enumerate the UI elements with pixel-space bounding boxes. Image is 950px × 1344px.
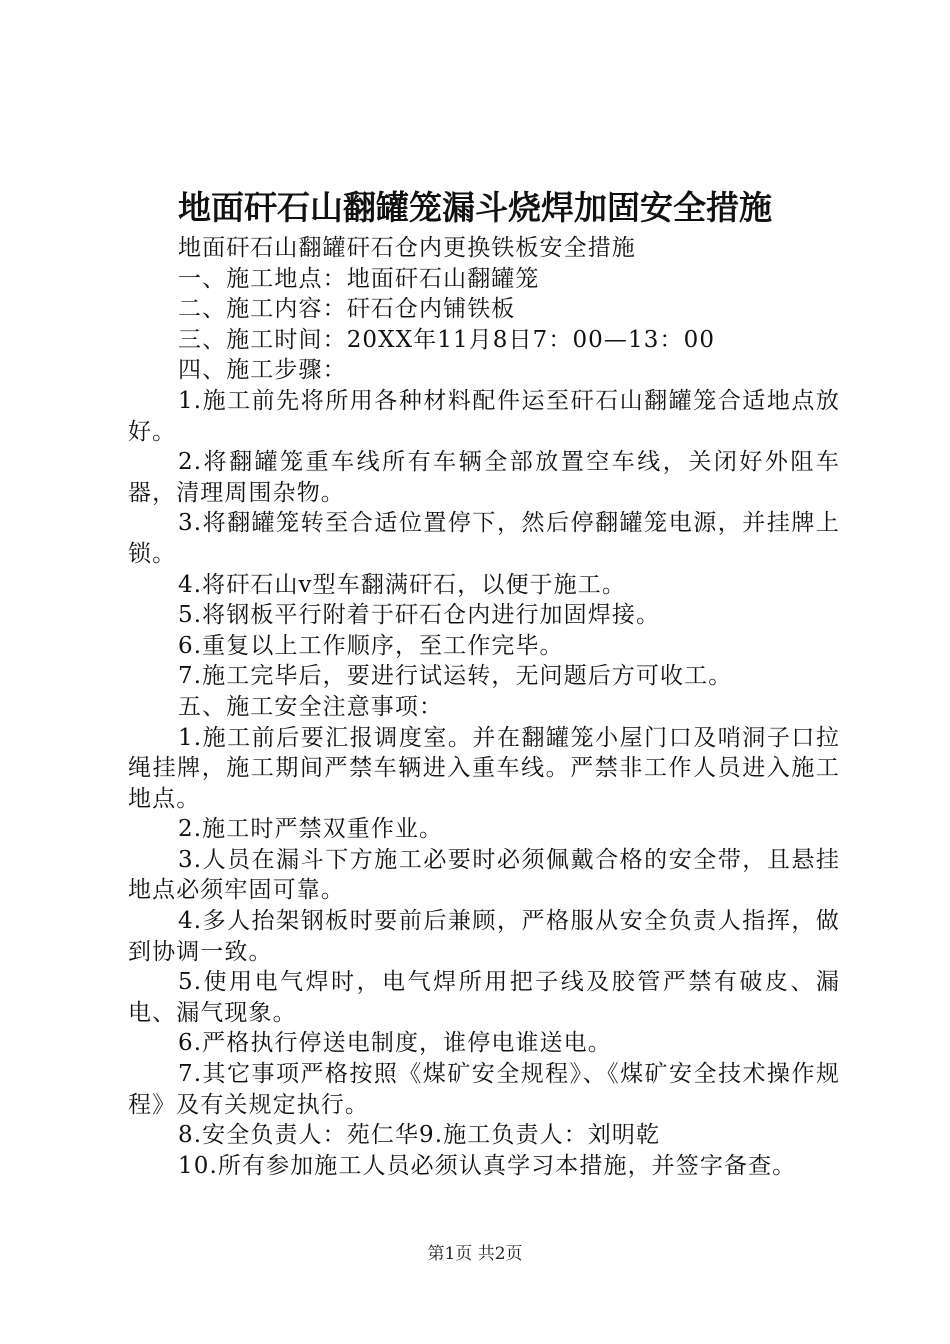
paragraph-heading: 地面矸石山翻罐矸石仓内更换铁板安全措施 [178,235,636,261]
paragraph-content: 二、施工内容：矸石仓内铺铁板 [178,296,516,323]
step-item: 5.将钢板平行附着于矸石仓内进行加固焊接。 [178,602,661,629]
safety-item: 3.人员在漏斗下方施工必要时必须佩戴合格的安全带，且悬挂地点必须牢固可靠。 [128,846,840,904]
safety-item: 5.使用电气焊时，电气焊所用把子线及胶管严禁有破皮、漏电、漏气现象。 [128,969,840,1026]
paragraph-steps-heading: 四、施工步骤： [178,357,347,384]
safety-item: 7.其它事项严格按照《煤矿安全规程》、《煤矿安全技术操作规程》及有关规定执行。 [128,1061,840,1118]
safety-item: 1.施工前后要汇报调度室。并在翻罐笼小屋门口及哨洞子口拉绳挂牌，施工期间严禁车辆进入重车线。严禁非工作人员进入施工地点。 [128,724,840,812]
safety-item: 6.严格执行停送电制度，谁停电谁送电。 [178,1030,612,1057]
paragraph-location: 一、施工地点：地面矸石山翻罐笼 [178,265,540,292]
safety-item: 10.所有参加施工人员必须认真学习本措施，并签字备查。 [178,1152,797,1179]
step-item: 4.将矸石山v型车翻满矸石，以便于施工。 [178,571,626,598]
step-item: 1.施工前先将所用各种材料配件运至矸石山翻罐笼合适地点放好。 [128,387,840,445]
step-item: 7.施工完毕后，要进行试运转，无问题后方可收工。 [178,663,733,690]
safety-item: 8.安全负责人：苑仁华9.施工负责人：刘明乾 [178,1122,661,1149]
safety-item: 4.多人抬架钢板时要前后兼顾，严格服从安全负责人指挥，做到协调一致。 [128,908,840,965]
document-title: 地面矸石山翻罐笼漏斗烧焊加固安全措施 [178,188,772,227]
step-item: 6.重复以上工作顺序，至工作完毕。 [178,632,564,659]
step-item: 3.将翻罐笼转至合适位置停下，然后停翻罐笼电源，并挂牌上锁。 [128,510,840,567]
document-body [128,233,840,1181]
step-item: 2.将翻罐笼重车线所有车辆全部放置空车线，关闭好外阻车器，清理周围杂物。 [128,449,840,506]
page-footer: 第1页 共2页 [427,1244,523,1264]
safety-item: 2.施工时严禁双重作业。 [178,816,444,843]
paragraph-safety-heading: 五、施工安全注意事项： [178,693,444,720]
paragraph-time: 三、施工时间：20XX年11月8日7：00—13：00 [178,326,716,353]
